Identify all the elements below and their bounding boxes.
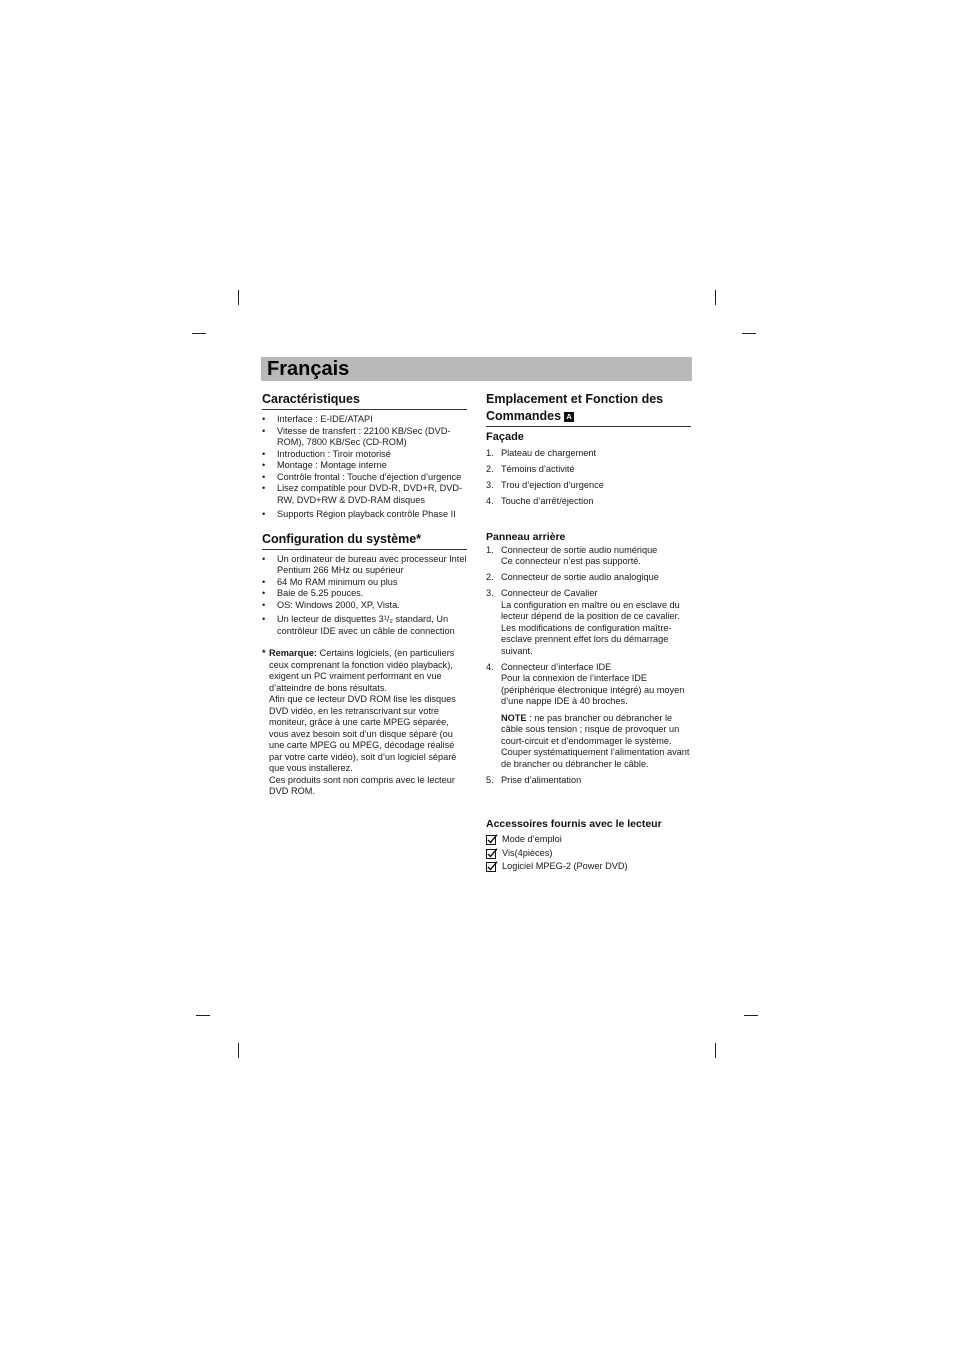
list-item: Vis(4pièces) — [486, 847, 691, 861]
crop-mark — [744, 1015, 758, 1016]
list-item: • Montage : Montage interne — [262, 460, 467, 472]
features-heading: Caractéristiques — [262, 391, 467, 410]
crop-mark — [238, 290, 239, 305]
list-item: • Vitesse de transfert : 22100 KB/Sec (DVD-ROM), 7800 KB/Sec (CD-ROM) — [262, 426, 467, 449]
left-column — [262, 391, 467, 798]
crop-mark — [742, 333, 756, 334]
list-item: • Lisez compatible pour DVD-R, DVD+R, DVD-RW, DVD+RW & DVD-RAM disques — [262, 483, 467, 506]
list-item: • Un ordinateur de bureau avec processeur Intel Pentium 266 MHz ou supérieur — [262, 554, 467, 577]
list-item: 3. Connecteur de Cavalier La configuration en maître ou en esclave du lecteur dépend de la position de ce cavalier. Les modifications de configuration maître-esclave prennent effet lors du démarrage suivant. — [486, 588, 680, 656]
list-item: 4. Touche d’arrêt/éjection — [486, 496, 594, 506]
list-item: • Contrôle frontal : Touche d’éjection d’urgence — [262, 472, 467, 484]
crop-mark — [715, 290, 716, 305]
controls-heading: Emplacement et Fonction des Commandes A — [486, 391, 691, 427]
crop-mark — [238, 1043, 239, 1058]
list-item: • Introduction : Tiroir motorisé — [262, 449, 467, 461]
list-item: • Supports Région playback contrôle Phase II — [262, 509, 467, 521]
accessories-list — [486, 833, 691, 874]
crop-mark — [196, 1015, 210, 1016]
crop-mark — [715, 1043, 716, 1058]
features-list — [262, 414, 467, 521]
note-label: NOTE — [501, 712, 527, 723]
remark-block — [262, 648, 467, 798]
front-panel-heading: Façade — [486, 431, 524, 443]
list-item: • Baie de 5.25 pouces. — [262, 588, 467, 600]
list-item: • Un lecteur de disquettes 3¹/₂ standard, Un contrôleur IDE avec un câble de connection — [262, 614, 467, 637]
front-panel-list — [486, 448, 691, 508]
accessories-heading: Accessoires fournis avec le lecteur — [486, 818, 662, 830]
list-item: 5. Prise d’alimentation — [486, 774, 582, 785]
remark-text: Certains logiciels, (en particuliers ceux comprenant la fonction vidéo playback), exigent un PC vraiment performant en vue d’atteindre de bons résultats. — [269, 648, 455, 693]
list-item: 3. Trou d’ejection d’urgence — [486, 480, 604, 490]
list-item: • 64 Mo RAM minimum ou plus — [262, 577, 467, 589]
list-item: 2. Connecteur de sortie audio analogique — [486, 572, 659, 582]
list-item: 1. Plateau de chargement — [486, 448, 597, 458]
system-list — [262, 554, 467, 638]
rear-panel-list — [486, 545, 691, 787]
list-item: 2. Témoins d’activité — [486, 464, 575, 474]
list-item: Mode d’emploi — [486, 833, 691, 847]
list-item: • Interface : E-IDE/ATAPI — [262, 414, 467, 426]
checkbox-checked-icon — [486, 834, 498, 845]
page-title: Français — [267, 358, 350, 380]
list-item: • OS: Windows 2000, XP, Vista. — [262, 600, 467, 612]
checkbox-checked-icon — [486, 848, 498, 859]
note-text: : ne pas brancher ou débrancher le câble sous tension ; risque de provoquer un court-circuit et d’endommager le système. Couper systématiquement l’alimentation avant de brancher ou débrancher le câble. — [501, 712, 690, 769]
list-item: Logiciel MPEG-2 (Power DVD) — [486, 860, 691, 874]
system-heading: Configuration du système* — [262, 531, 467, 550]
figure-a-badge: A — [564, 412, 574, 422]
list-item: 1. Connecteur de sortie audio numérique Ce connecteur n’est pas supporté. — [486, 544, 658, 566]
checkbox-checked-icon — [486, 861, 498, 872]
remark-label: Remarque: — [269, 648, 317, 658]
remark-text: Afin que ce lecteur DVD ROM lise les disques DVD vidéo, en les retranscrivant sur votre moniteur, grâce à une carte MPEG séparée, vous avez besoin soit d’un disque séparé (ou une carte MPEG ou MPEG, décodage réalisé par votre carte vidéo), soit d’un logiciel séparé que vous installerez. — [269, 694, 457, 773]
list-item: 4. Connecteur d’interface IDE Pour la connexion de l’interface IDE (périphérique électronique intégré) au moyen d’une nappe IDE à 40 broches. NOTE : ne pas brancher ou débrancher le câble sous tension ; risque de provoquer un court-circuit et d’endommager le système. Couper systématiquement l’alimentation avant de brancher ou débrancher le câble. — [486, 661, 690, 769]
note-block — [501, 713, 691, 771]
right-column — [486, 391, 691, 874]
remark-star: * — [262, 648, 266, 658]
language-banner — [261, 357, 692, 381]
remark-text: Ces produits sont non compris avec le lecteur DVD ROM. — [269, 774, 455, 796]
rear-panel-heading: Panneau arrière — [486, 530, 566, 543]
crop-mark — [192, 333, 206, 334]
